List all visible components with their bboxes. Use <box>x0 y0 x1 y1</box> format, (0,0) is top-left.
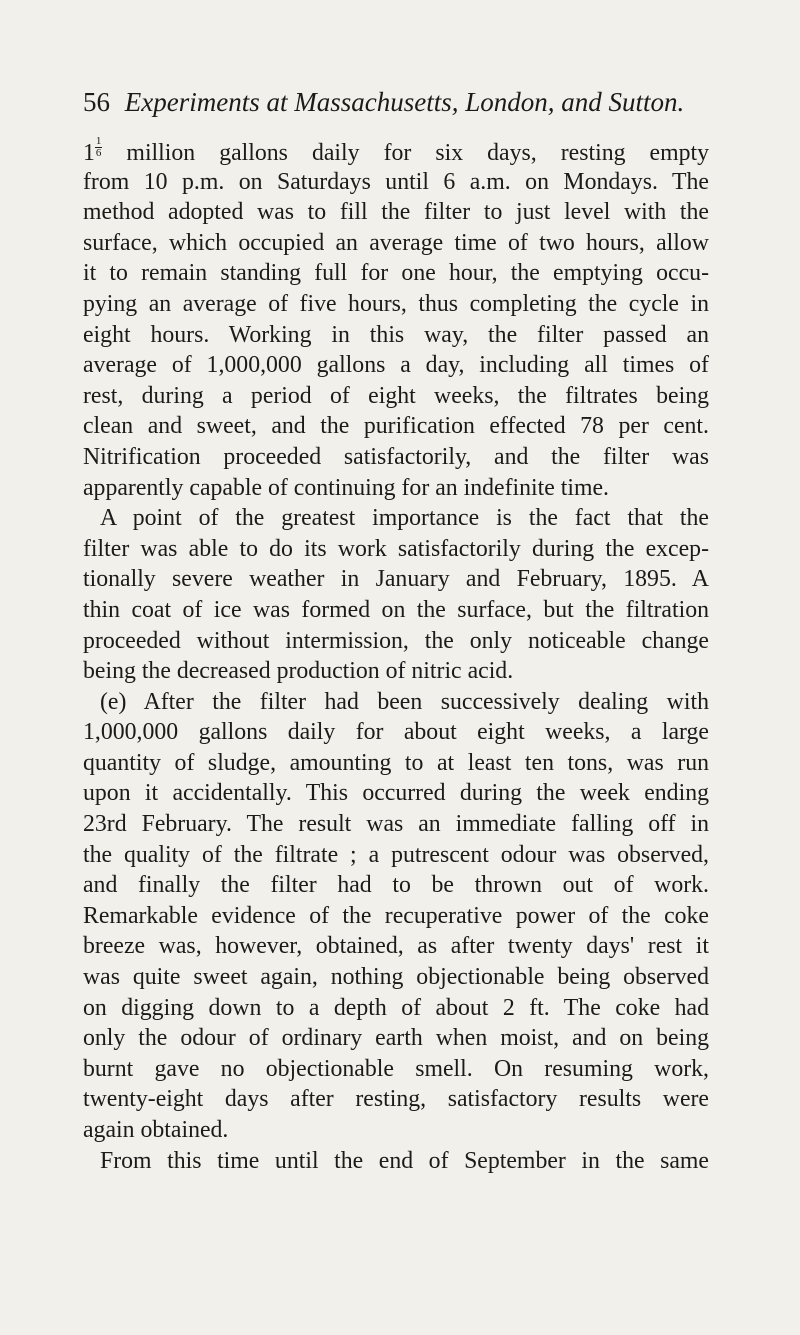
text-line: 23rd February. The result was an immediate falling off in <box>83 811 709 838</box>
page-number: 56 <box>83 87 110 117</box>
text-line: tionally severe weather in January and February, 1895. A <box>83 566 709 593</box>
text-line: burnt gave no objectionable smell. On resuming work, <box>83 1055 709 1082</box>
text-line: the quality of the filtrate ; a putrescent odour was observed, <box>83 841 709 868</box>
text-line: (e) After the filter had been successively dealing with <box>100 688 709 715</box>
line-text: million gallons daily for six days, resting empty <box>102 140 709 166</box>
text-line: breeze was, however, obtained, as after twenty days' rest it <box>83 933 709 960</box>
text-line: being the decreased production of nitric acid. <box>83 658 514 685</box>
body-text <box>83 136 709 1176</box>
text-line: Nitrification proceeded satisfactorily, and the filter was <box>83 443 709 470</box>
text-line: pying an average of five hours, thus completing the cycle in <box>83 290 709 317</box>
text-line: 1,000,000 gallons daily for about eight weeks, a large <box>83 719 709 746</box>
text-line: it to remain standing full for one hour, the emptying occu- <box>83 260 709 287</box>
text-line: again obtained. <box>83 1117 229 1143</box>
running-header <box>83 82 723 122</box>
text-line: filter was able to do its work satisfactorily during the excep- <box>83 535 709 562</box>
text-line: only the odour of ordinary earth when moist, and on being <box>83 1025 709 1052</box>
text-line: From this time until the end of September in the same <box>100 1147 709 1174</box>
fraction-denominator: 6 <box>95 147 102 159</box>
text-line: and finally the filter had to be thrown out of work. <box>83 872 709 899</box>
text-line: twenty-eight days after resting, satisfactory results were <box>83 1086 709 1113</box>
text-line: average of 1,000,000 gallons a day, including all times of <box>83 352 709 379</box>
fraction-numerator: 1 <box>95 135 102 147</box>
text-line: from 10 p.m. on Saturdays until 6 a.m. on Mondays. The <box>83 168 709 195</box>
text-line <box>83 136 709 167</box>
text-line: rest, during a period of eight weeks, the filtrates being <box>83 382 709 409</box>
text-line: eight hours. Working in this way, the filter passed an <box>83 321 709 348</box>
text-line: proceeded without intermission, the only noticeable change <box>83 627 709 654</box>
text-line: A point of the greatest importance is the fact that the <box>100 505 709 532</box>
text-line: thin coat of ice was formed on the surface, but the filtration <box>83 596 709 623</box>
text-line: method adopted was to fill the filter to just level with the <box>83 199 709 226</box>
text-line: surface, which occupied an average time of two hours, allow <box>83 229 709 256</box>
text-line: Remarkable evidence of the recuperative power of the coke <box>83 902 709 929</box>
text-line: on digging down to a depth of about 2 ft. The coke had <box>83 994 709 1021</box>
text-line: clean and sweet, and the purification effected 78 per cent. <box>83 413 709 440</box>
text-line: was quite sweet again, nothing objectionable being observed <box>83 964 709 991</box>
running-title: Experiments at Massachusetts, London, and Sutton. <box>124 87 685 117</box>
fraction-whole: 1 <box>83 140 95 166</box>
text-line: quantity of sludge, amounting to at least ten tons, was run <box>83 749 709 776</box>
text-line: upon it accidentally. This occurred during the week ending <box>83 780 709 807</box>
text-line: apparently capable of continuing for an indefinite time. <box>83 474 609 501</box>
